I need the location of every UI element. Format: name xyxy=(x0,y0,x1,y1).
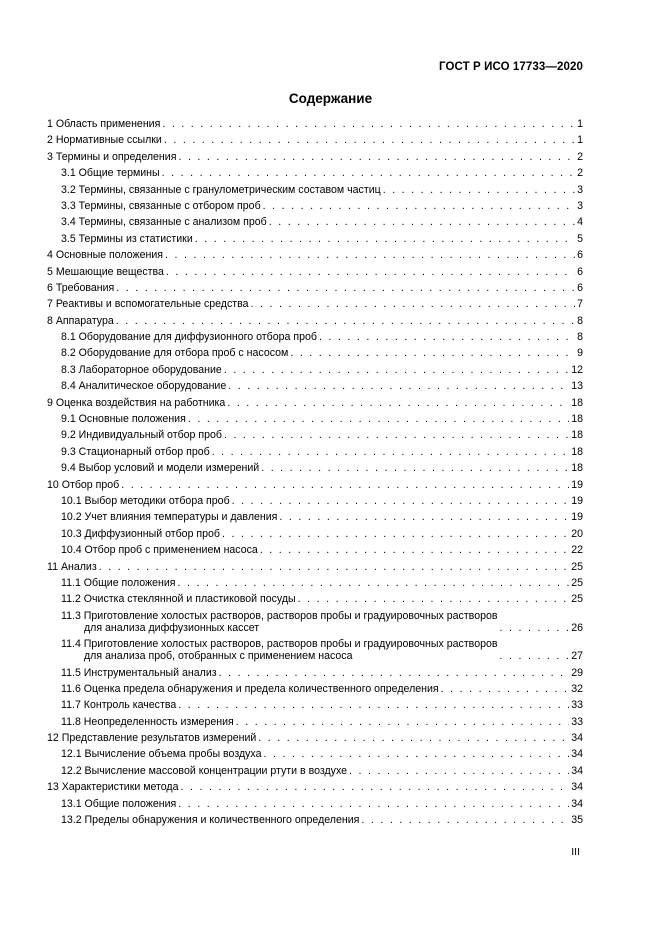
toc-entry-page: 12 xyxy=(571,363,583,376)
toc-entry[interactable] xyxy=(47,610,583,634)
toc-entry[interactable] xyxy=(47,298,583,310)
toc-entry-title: 11.3 Приготовление холостых растворов, растворов пробы и градуировочных растворов xyxy=(61,609,498,622)
dot-leader xyxy=(224,429,569,441)
toc-entry-page: 35 xyxy=(571,814,583,827)
toc-entry-page: 1 xyxy=(577,134,583,147)
toc-entry-title: 11.8 Неопределенность измерения xyxy=(61,715,234,728)
dot-leader xyxy=(264,748,570,760)
toc-entry-page: 19 xyxy=(571,478,583,491)
dot-leader xyxy=(178,577,570,589)
toc-entry-page: 18 xyxy=(571,413,583,426)
toc-entry-page: 7 xyxy=(577,298,583,311)
toc-entry[interactable] xyxy=(47,528,583,540)
toc-entry-title-continuation: для анализа проб, отобранных с применением насоса xyxy=(84,650,353,663)
toc-entry-title: 11.2 Очистка стеклянной и пластиковой посуды xyxy=(61,593,296,606)
toc-entry-title: 6 Требования xyxy=(47,281,115,294)
toc-entry-title: 8.2 Оборудование для отбора проб с насосом xyxy=(61,347,289,360)
toc-entry-title: 12 Представление результатов измерений xyxy=(47,732,257,745)
toc-entry-page: 4 xyxy=(577,216,583,229)
toc-entry[interactable] xyxy=(47,683,583,695)
dot-leader xyxy=(441,683,570,695)
toc-entry-title: 10 Отбор проб xyxy=(47,478,120,491)
toc-entry[interactable] xyxy=(47,667,583,679)
toc-entry[interactable] xyxy=(47,814,583,826)
toc-entry-title: 3.2 Термины, связанные с гранулометрическим составом частиц xyxy=(61,183,381,196)
dot-leader xyxy=(99,561,569,573)
toc-entry-page: 6 xyxy=(577,265,583,278)
toc-entry-page: 5 xyxy=(577,232,583,245)
toc-entry-page: 6 xyxy=(577,281,583,294)
toc-entry-page: 33 xyxy=(571,715,583,728)
toc-entry-title: 11 Анализ xyxy=(47,560,97,573)
dot-leader xyxy=(251,298,576,310)
toc-entry-title: 11.7 Контроль качества xyxy=(61,699,177,712)
dot-leader xyxy=(178,151,575,163)
toc-entry[interactable] xyxy=(47,593,583,605)
dot-leader xyxy=(165,249,575,261)
toc-entry[interactable] xyxy=(47,765,583,777)
dot-leader xyxy=(212,446,570,458)
toc-entry[interactable] xyxy=(47,184,583,196)
toc-entry[interactable] xyxy=(47,462,583,474)
toc-entry-page: 18 xyxy=(571,396,583,409)
toc-entry-title: 1 Область применения xyxy=(47,118,161,130)
dot-leader xyxy=(166,266,575,278)
toc-entry[interactable] xyxy=(47,364,583,376)
toc-entry-page: 25 xyxy=(571,576,583,589)
dot-leader xyxy=(228,380,569,392)
dot-leader xyxy=(116,315,575,327)
toc-entry-title: 4 Основные положения xyxy=(47,249,163,262)
toc-entry[interactable] xyxy=(47,511,583,523)
toc-entry[interactable] xyxy=(47,282,583,294)
toc-entry-page: 8 xyxy=(577,331,583,344)
toc-entry-page: 34 xyxy=(571,797,583,810)
page-number: III xyxy=(571,846,580,858)
toc-entry-title: 3 Термины и определения xyxy=(47,150,177,163)
toc-entry-title: 3.3 Термины, связанные с отбором проб xyxy=(61,199,261,212)
toc-entry-page: 18 xyxy=(571,445,583,458)
dot-leader xyxy=(349,765,569,777)
toc-entry[interactable] xyxy=(47,347,583,359)
toc-entry-title: 8 Аппаратура xyxy=(47,314,114,327)
dot-leader xyxy=(383,184,575,196)
toc-entry-page: 20 xyxy=(571,527,583,540)
toc-entry[interactable] xyxy=(47,544,583,556)
dot-leader xyxy=(116,282,575,294)
toc-entry[interactable] xyxy=(47,638,583,662)
toc-entry[interactable] xyxy=(47,200,583,212)
toc-entry-title: 8.3 Лабораторное оборудование xyxy=(61,363,222,376)
dot-leader xyxy=(195,233,575,245)
dot-leader xyxy=(290,347,575,359)
table-of-contents xyxy=(47,118,583,830)
dot-leader xyxy=(261,462,569,474)
toc-entry[interactable] xyxy=(47,561,583,573)
toc-entry-page: 13 xyxy=(571,380,583,393)
toc-entry-page: 9 xyxy=(577,347,583,360)
toc-entry[interactable] xyxy=(47,118,583,130)
toc-entry[interactable] xyxy=(47,446,583,458)
toc-entry-title: 13.1 Общие положения xyxy=(61,797,177,810)
toc-entry-title: 10.1 Выбор методики отбора проб xyxy=(61,494,230,507)
toc-entry-title: 9.2 Индивидуальный отбор проб xyxy=(61,429,222,442)
toc-entry-title: 11.1 Общие положения xyxy=(61,576,176,589)
toc-entry[interactable] xyxy=(47,266,583,278)
dot-leader xyxy=(162,118,575,130)
dot-leader xyxy=(227,397,569,409)
toc-entry[interactable] xyxy=(47,699,583,711)
dot-leader xyxy=(298,593,570,605)
toc-entry[interactable] xyxy=(47,479,583,491)
toc-entry-page: 3 xyxy=(577,199,583,212)
toc-entry-title: 8.1 Оборудование для диффузионного отбора проб xyxy=(61,331,317,344)
toc-entry-page: 2 xyxy=(577,150,583,163)
dot-leader xyxy=(263,200,575,212)
toc-entry-page: 19 xyxy=(571,511,583,524)
toc-entry-page: 25 xyxy=(571,593,583,606)
toc-entry-page: 19 xyxy=(571,494,583,507)
toc-entry-title: 9.3 Стационарный отбор проб xyxy=(61,445,210,458)
toc-entry-title: 10.4 Отбор проб с применением насоса xyxy=(61,544,258,557)
toc-entry[interactable] xyxy=(47,798,583,810)
toc-entry-page: 34 xyxy=(571,748,583,761)
toc-entry-title: 13 Характеристики метода xyxy=(47,781,179,794)
toc-entry[interactable] xyxy=(47,732,583,744)
toc-entry-page: 33 xyxy=(571,699,583,712)
toc-entry[interactable] xyxy=(47,495,583,507)
dot-leader xyxy=(162,167,575,179)
toc-entry[interactable] xyxy=(47,315,583,327)
toc-entry-title: 3.4 Термины, связанные с анализом проб xyxy=(61,216,267,229)
toc-entry-title: 8.4 Аналитическое оборудование xyxy=(61,380,227,393)
toc-entry-title: 5 Мешающие вещества xyxy=(47,265,164,278)
toc-entry[interactable] xyxy=(47,151,583,163)
dot-leader xyxy=(178,699,569,711)
toc-entry-title: 2 Нормативные ссылки xyxy=(47,134,162,147)
dot-leader xyxy=(224,364,569,376)
toc-entry-title: 7 Реактивы и вспомогательные средства xyxy=(47,298,249,311)
toc-entry-title: 12.2 Вычисление массовой концентрации ртути в воздухе xyxy=(61,764,348,777)
toc-entry-page: 34 xyxy=(571,781,583,794)
toc-entry-page: 8 xyxy=(577,314,583,327)
dot-leader xyxy=(164,134,575,146)
toc-entry-page: 3 xyxy=(577,183,583,196)
toc-entry[interactable] xyxy=(47,216,583,228)
toc-entry-page: 27 xyxy=(571,650,583,663)
dot-leader xyxy=(236,716,569,728)
toc-entry[interactable] xyxy=(47,748,583,760)
toc-entry-page: 1 xyxy=(577,118,583,130)
toc-entry-page: 18 xyxy=(571,429,583,442)
toc-entry[interactable] xyxy=(47,716,583,728)
standard-designation: ГОСТ Р ИСО 17733—2020 xyxy=(438,61,583,73)
toc-entry-title: 12.1 Вычисление объема пробы воздуха xyxy=(61,748,262,761)
dot-leader xyxy=(279,511,569,523)
toc-entry-page: 34 xyxy=(571,764,583,777)
toc-entry-title: 9 Оценка воздействия на работника xyxy=(47,396,226,409)
toc-entry[interactable] xyxy=(47,134,583,146)
toc-entry-page: 29 xyxy=(571,666,583,679)
toc-entry-page: 22 xyxy=(571,544,583,557)
toc-entry-title: 3.1 Общие термины xyxy=(61,167,160,180)
toc-entry-title: 9.1 Основные положения xyxy=(61,413,186,426)
toc-entry-title: 10.3 Диффузионный отбор проб xyxy=(61,527,220,540)
dot-leader xyxy=(121,479,569,491)
page-title: Содержание xyxy=(288,91,373,106)
toc-entry-title: 11.4 Приготовление холостых растворов, растворов пробы и градуировочных растворов xyxy=(61,638,498,651)
dot-leader xyxy=(178,798,569,810)
toc-entry-title-continuation: для анализа диффузионных кассет xyxy=(84,621,260,634)
dot-leader xyxy=(361,814,569,826)
dot-leader xyxy=(219,667,570,679)
dot-leader xyxy=(188,413,569,425)
dot-leader xyxy=(232,495,570,507)
toc-entry-page: 18 xyxy=(571,462,583,475)
toc-entry-title: 11.5 Инструментальный анализ xyxy=(61,666,217,679)
toc-entry-page: 32 xyxy=(571,682,583,695)
dot-leader xyxy=(319,331,575,343)
toc-entry-page: 6 xyxy=(577,249,583,262)
toc-entry[interactable] xyxy=(47,380,583,392)
toc-entry[interactable] xyxy=(47,167,583,179)
toc-entry-page: 26 xyxy=(571,621,583,634)
dot-leader xyxy=(258,732,569,744)
toc-entry-title: 11.6 Оценка предела обнаружения и предела количественного определения xyxy=(61,682,439,695)
toc-entry[interactable] xyxy=(47,413,583,425)
dot-leader xyxy=(222,528,569,540)
toc-entry-page: 25 xyxy=(571,560,583,573)
toc-entry[interactable] xyxy=(47,233,583,245)
toc-entry-page: 34 xyxy=(571,732,583,745)
dot-leader xyxy=(260,544,569,556)
toc-entry-title: 3.5 Термины из статистики xyxy=(61,232,193,245)
dot-leader xyxy=(500,650,570,662)
toc-entry[interactable] xyxy=(47,429,583,441)
toc-entry[interactable] xyxy=(47,577,583,589)
toc-entry[interactable] xyxy=(47,249,583,261)
toc-entry[interactable] xyxy=(47,397,583,409)
toc-entry[interactable] xyxy=(47,331,583,343)
dot-leader xyxy=(500,622,570,634)
toc-entry-page: 2 xyxy=(577,167,583,180)
toc-entry-title: 13.2 Пределы обнаружения и количественного определения xyxy=(61,814,360,827)
dot-leader xyxy=(181,781,570,793)
toc-entry-title: 10.2 Учет влияния температуры и давления xyxy=(61,511,278,524)
toc-entry[interactable] xyxy=(47,781,583,793)
toc-entry-title: 9.4 Выбор условий и модели измерений xyxy=(61,462,260,475)
dot-leader xyxy=(269,216,575,228)
